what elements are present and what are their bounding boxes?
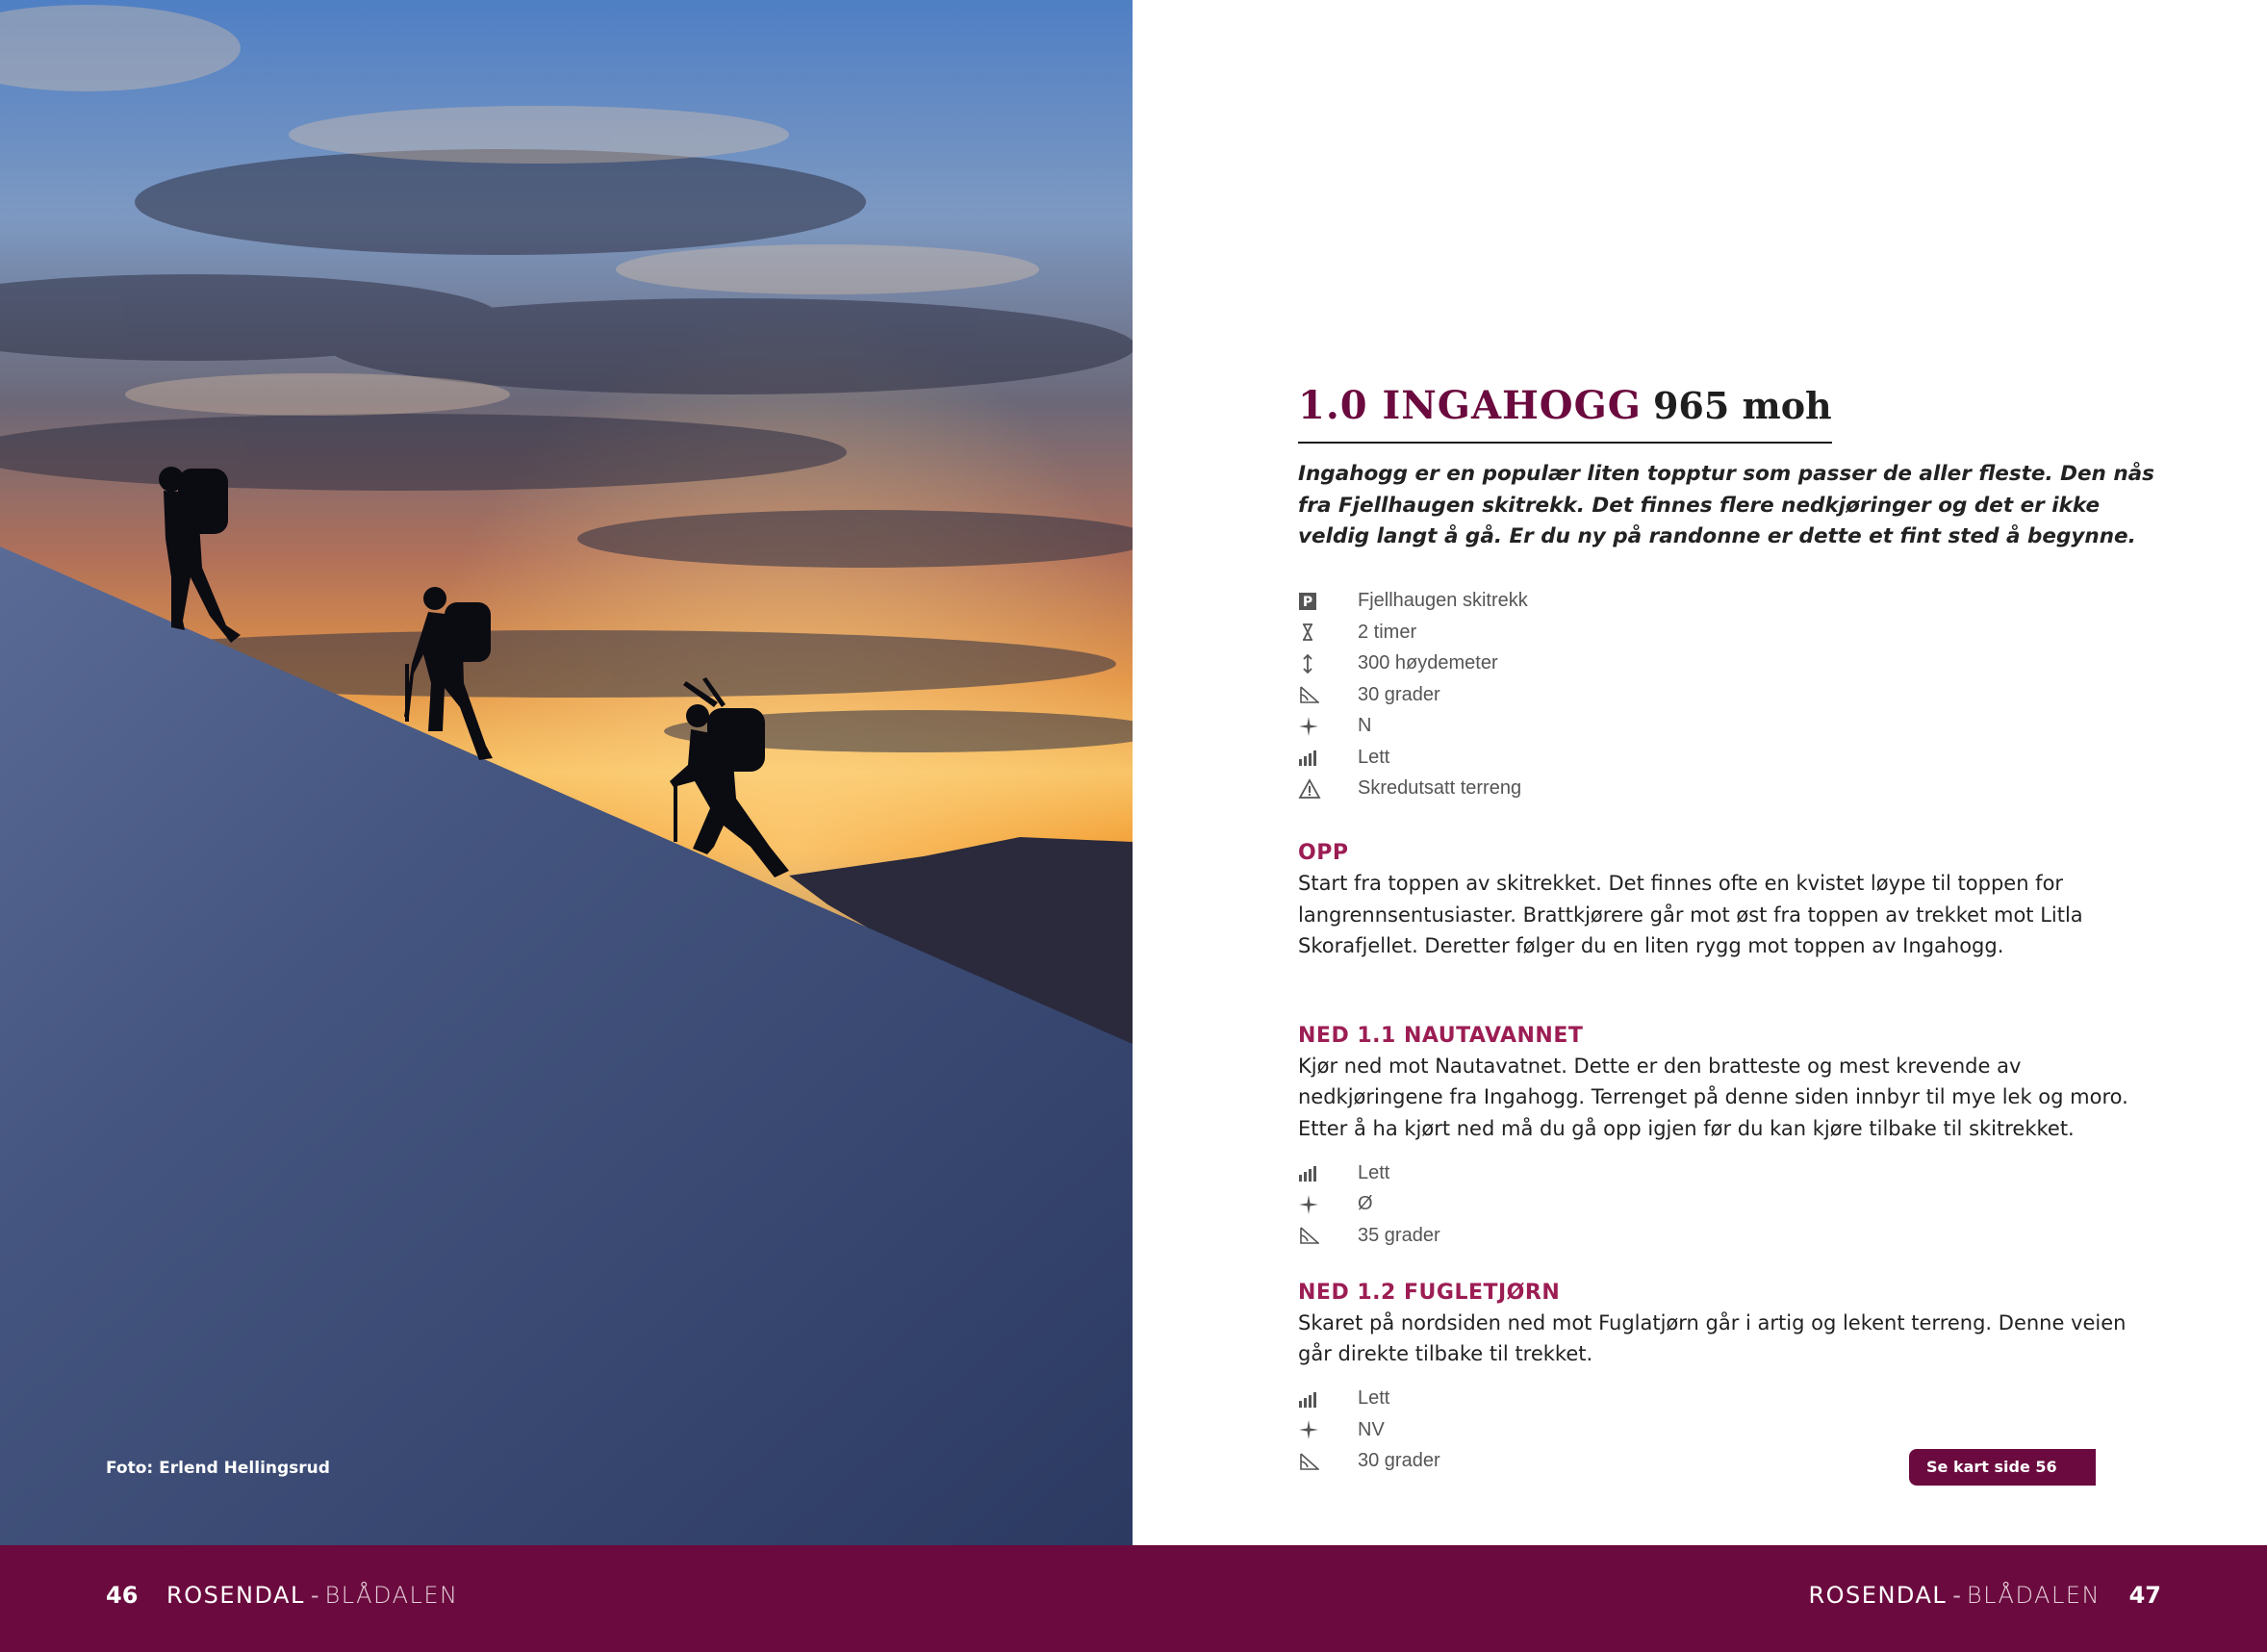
fact-direction [1298, 1189, 2164, 1221]
hourglass-icon [1298, 623, 1358, 642]
section-text: Skaret på nordsiden ned mot Fuglatjørn går i artig og lekent terreng. Denne veien går direkte tilbake til trekket. [1298, 1310, 2127, 1365]
compass-icon [1298, 716, 1358, 737]
fact-label: Lett [1358, 746, 1390, 768]
compass-icon [1298, 1419, 1358, 1440]
difficulty-bars-icon [1298, 749, 1358, 766]
text-page [1133, 0, 2267, 1545]
parking-icon [1298, 592, 1358, 611]
fact-slope [1298, 1220, 2164, 1252]
footer-subplace: BLÅDALEN [1966, 1582, 2101, 1609]
difficulty-bars-icon [1298, 1164, 1358, 1182]
fact-label: 35 grader [1358, 1224, 1440, 1246]
route-name: 1.0 INGAHOGG [1298, 383, 1642, 428]
route-facts [1298, 586, 2164, 805]
section-opp [1298, 839, 2164, 962]
elevation-arrows-icon [1298, 653, 1358, 674]
fact-warning [1298, 774, 2164, 805]
footer-place: ROSENDAL [1808, 1582, 1948, 1609]
page-footer [0, 1545, 2267, 1652]
section-text: Kjør ned mot Nautavatnet. Dette er den bratteste og mest krevende av nedkjøringene fra Ingahogg. Terrenget på denne siden innbyr til mye lek og moro. Etter å ha kjørt ned må du gå opp igjen før du kan kjøre tilbake til skitrekket. [1298, 1054, 2128, 1140]
section-facts [1298, 1157, 2164, 1252]
photo-page [0, 0, 1133, 1545]
fact-direction [1298, 711, 2164, 743]
slope-angle-icon [1298, 1226, 1358, 1245]
slope-angle-icon [1298, 685, 1358, 704]
fact-label: NV [1358, 1418, 1385, 1440]
section-ned-1-2 [1298, 1279, 2164, 1478]
svg-text:P: P [1302, 594, 1313, 610]
route-content [1298, 383, 2164, 1477]
difficulty-bars-icon [1298, 1390, 1358, 1408]
fact-label: Lett [1358, 1161, 1390, 1183]
fact-time [1298, 617, 2164, 648]
section-heading: OPP [1298, 841, 1349, 865]
footer-separator: - [310, 1582, 319, 1609]
fact-label: Lett [1358, 1387, 1390, 1410]
footer-right [1808, 1582, 2161, 1609]
page-number-right: 47 [2128, 1582, 2161, 1609]
fact-difficulty [1298, 742, 2164, 774]
section-heading: NED 1.1 NAUTAVANNET [1298, 1023, 1584, 1048]
route-elevation: 965 moh [1652, 384, 1832, 427]
mountain-photo [0, 0, 1133, 1545]
fact-label: Skredutsatt terreng [1358, 777, 1522, 800]
fact-label: N [1358, 715, 1372, 737]
map-reference-tab[interactable]: Se kart side 56 [1909, 1449, 2096, 1486]
page-number-left: 46 [106, 1582, 139, 1609]
fact-slope [1298, 679, 2164, 711]
warning-icon [1298, 778, 1358, 800]
section-text: Start fra toppen av skitrekket. Det finnes ofte en kvistet løype til toppen for langrennsentusiaster. Brattkjørere går mot øst fra toppen av trekket mot Litla Skorafjellet. Deretter følger du en liten rygg mot toppen av Ingahogg. [1298, 872, 2083, 957]
fact-difficulty [1298, 1384, 2164, 1415]
route-title [1298, 383, 1832, 444]
section-ned-1-1 [1298, 1022, 2164, 1252]
compass-icon [1298, 1194, 1358, 1215]
photo-credit: Foto: Erlend Hellingsrud [106, 1459, 330, 1478]
route-intro: Ingahogg er en populær liten topptur som passer de aller fleste. Den nås fra Fjellhaugen skitrekk. Det finnes flere nedkjøringer og det er ikke veldig langt å gå. Er du ny på randonne er dette et fint sted å begynne. [1298, 462, 2154, 548]
footer-separator: - [1952, 1582, 1961, 1609]
fact-direction [1298, 1414, 2164, 1446]
footer-left [106, 1582, 459, 1609]
fact-elevation [1298, 648, 2164, 680]
fact-label: 30 grader [1358, 683, 1440, 705]
fact-label: 300 høydemeter [1358, 652, 1498, 674]
slope-angle-icon [1298, 1452, 1358, 1471]
section-heading: NED 1.2 FUGLETJØRN [1298, 1280, 1561, 1305]
fact-label: Fjellhaugen skitrekk [1358, 590, 1528, 612]
footer-subplace: BLÅDALEN [324, 1582, 459, 1609]
fact-difficulty [1298, 1157, 2164, 1189]
fact-label: 30 grader [1358, 1450, 1440, 1472]
footer-place: ROSENDAL [166, 1582, 305, 1609]
fact-label: 2 timer [1358, 621, 1417, 643]
fact-parking [1298, 586, 2164, 618]
fact-label: Ø [1358, 1193, 1373, 1215]
